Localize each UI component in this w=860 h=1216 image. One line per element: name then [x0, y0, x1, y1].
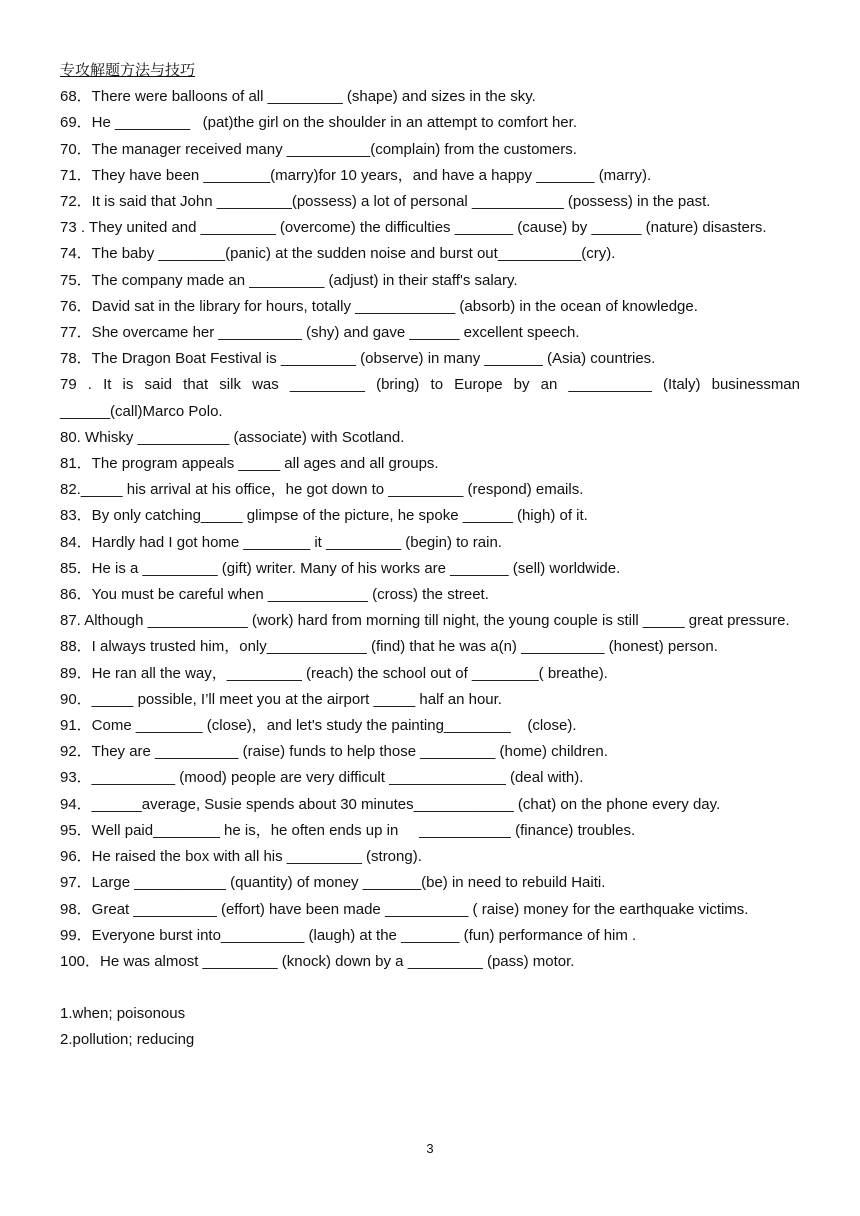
spacer: [60, 975, 800, 1001]
question-item: 79 . It is said that silk was _________ (bring) to Europe by an __________ (Italy) businessman ______(call)Marco Polo.: [60, 376, 800, 420]
question-item: 73 . They united and _________ (overcome) the difficulties _______ (cause) by ______ (nature) disasters.: [60, 219, 767, 237]
question-item: 91．Come ________ (close)，and let's study the painting________ (close).: [60, 717, 577, 735]
question-item: 98．Great __________ (effort) have been made __________ ( raise) money for the earthquake victims.: [60, 900, 749, 918]
question-item: 84．Hardly had I got home ________ it _________ (begin) to rain.: [60, 533, 502, 551]
question-item: 94．______average, Susie spends about 30 minutes____________ (chat) on the phone every day.: [60, 795, 721, 813]
question-item: 68．There were balloons of all _________ (shape) and sizes in the sky.: [60, 88, 536, 106]
question-item: 81．The program appeals _____ all ages and all groups.: [60, 455, 439, 473]
question-item: 70．The manager received many __________(complain) from the customers.: [60, 140, 577, 158]
answer-item: 2.pollution; reducing: [60, 1031, 195, 1049]
question-item: 96．He raised the box with all his _________ (strong).: [60, 848, 422, 866]
section-title: 专攻解题方法与技巧: [60, 62, 196, 79]
question-list: [60, 84, 800, 975]
question-item: 95．Well paid________ he is，he often ends up in ___________ (finance) troubles.: [60, 821, 636, 839]
question-item: 100．He was almost _________ (knock) down by a _________ (pass) motor.: [60, 952, 575, 970]
question-item: 86．You must be careful when ____________ (cross) the street.: [60, 586, 489, 604]
question-item: 88．I always trusted him，only____________ (find) that he was a(n) __________ (honest) person.: [60, 638, 718, 656]
question-item: 92．They are __________ (raise) funds to help those _________ (home) children.: [60, 743, 608, 761]
question-item: 75．The company made an _________ (adjust) in their staff's salary.: [60, 271, 518, 289]
question-item: 69．He _________ (pat)the girl on the shoulder in an attempt to comfort her.: [60, 114, 577, 132]
question-item: 80. Whisky ___________ (associate) with Scotland.: [60, 428, 405, 446]
question-item: 99．Everyone burst into__________ (laugh) at the _______ (fun) performance of him .: [60, 926, 637, 944]
question-item: 85．He is a _________ (gift) writer. Many of his works are _______ (sell) worldwide.: [60, 559, 621, 577]
question-item: 71．They have been ________(marry)for 10 years，and have a happy _______ (marry).: [60, 166, 652, 184]
question-item: 74．The baby ________(panic) at the sudden noise and burst out__________(cry).: [60, 245, 616, 263]
question-item: 89．He ran all the way，_________ (reach) the school out of ________( breathe).: [60, 664, 608, 682]
question-item: 93．__________ (mood) people are very difficult ______________ (deal with).: [60, 769, 584, 787]
question-item: 87. Although ____________ (work) hard from morning till night, the young couple is still _____ great pressure.: [60, 612, 790, 630]
question-item: 76．David sat in the library for hours, totally ____________ (absorb) in the ocean of knowledge.: [60, 297, 698, 315]
question-item: 77．She overcame her __________ (shy) and gave ______ excellent speech.: [60, 324, 580, 342]
answer-item: 1.when; poisonous: [60, 1005, 186, 1023]
question-item: 82._____ his arrival at his office，he got down to _________ (respond) emails.: [60, 481, 584, 499]
page-number: 3: [426, 1141, 434, 1156]
question-item: 90．_____ possible, I’ll meet you at the airport _____ half an hour.: [60, 690, 502, 708]
answer-list: [60, 1001, 800, 1053]
question-item: 78．The Dragon Boat Festival is _________ (observe) in many _______ (Asia) countries.: [60, 350, 656, 368]
question-item: 83．By only catching_____ glimpse of the picture, he spoke ______ (high) of it.: [60, 507, 588, 525]
question-item: 97．Large ___________ (quantity) of money _______(be) in need to rebuild Haiti.: [60, 874, 606, 892]
page-content: [60, 58, 800, 1054]
question-item: 72．It is said that John _________(possess) a lot of personal ___________ (possess) in the past.: [60, 193, 711, 211]
